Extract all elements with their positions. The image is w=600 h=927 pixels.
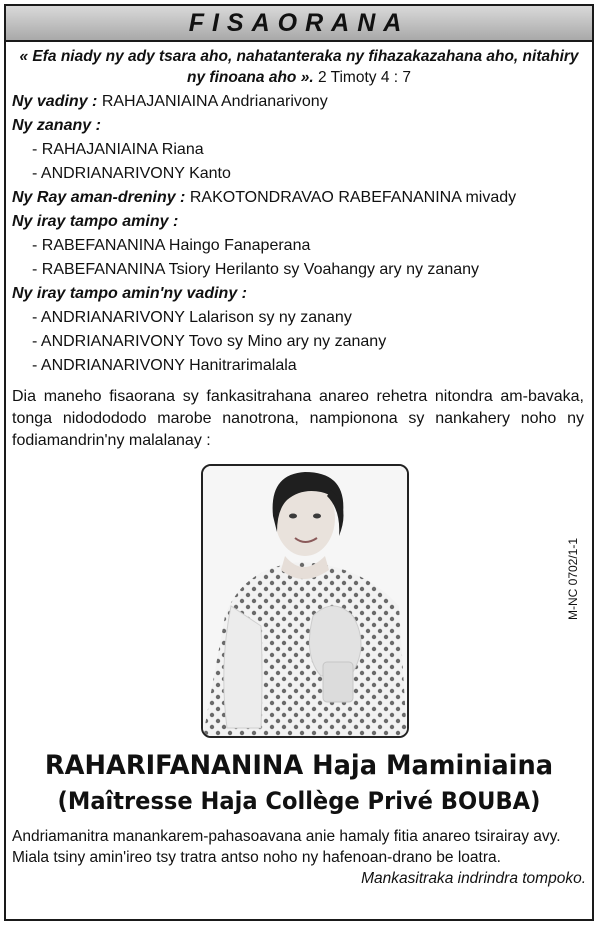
list-item: - ANDRIANARIVONY Tovo sy Mino ary ny zanany xyxy=(32,333,387,350)
closing-thanks: Mankasitraka indrindra tompoko. xyxy=(361,870,586,887)
spouse-name: RAHAJANIAINA Andrianarivony xyxy=(101,93,328,110)
verse-quote: « Efa niady ny ady tsara aho, nahatanteraka ny fihazakazahana aho, nitahiry ny finoana aho ». xyxy=(19,48,579,86)
notice-title: FISAORANA xyxy=(188,8,410,37)
obituary-notice xyxy=(4,4,594,921)
list-item: - ANDRIANARIVONY Kanto xyxy=(32,165,231,182)
list-item: - RABEFANANINA Haingo Fanaperana xyxy=(32,237,311,254)
siblings-label: Ny iray tampo aminy : xyxy=(12,213,179,230)
list-item: - ANDRIANARIVONY Lalarison sy ny zanany xyxy=(32,309,352,326)
spouse-label: Ny vadiny : xyxy=(12,93,98,110)
bible-verse xyxy=(14,46,584,88)
children-label: Ny zanany : xyxy=(12,117,101,134)
deceased-name: RAHARIFANANINA Haja Maminiaina xyxy=(44,750,554,781)
verse-reference: 2 Timoty 4 : 7 xyxy=(317,69,411,86)
closing-line-2: Miala tsiny amin'ireo tsy tratra antso noho ny hafenoan-drano be loatra. xyxy=(12,849,501,866)
parents-name: RAKOTONDRAVAO RABEFANANINA mivady xyxy=(189,189,517,206)
header-banner xyxy=(6,6,592,42)
reference-code: M-NC 0702/1-1 xyxy=(566,537,580,621)
portrait-photo-icon xyxy=(203,466,407,736)
portrait-photo xyxy=(201,464,409,738)
closing-text xyxy=(12,826,586,868)
parents-line xyxy=(12,186,592,210)
siblings-label-line xyxy=(12,210,592,234)
list-item: - RAHAJANIAINA Riana xyxy=(32,141,204,158)
spouse-siblings-label-line xyxy=(12,282,592,306)
parents-label: Ny Ray aman-dreniny : xyxy=(12,189,186,206)
spouse-siblings-label: Ny iray tampo amin'ny vadiny : xyxy=(12,285,247,302)
children-label-line xyxy=(12,114,592,138)
thanks-message: Dia maneho fisaorana sy fankasitrahana anareo rehetra nitondra am-bavaka, tonga nidodododo marobe nanotrona, nampionona sy nankahery noho ny fodiamandrin'ny malalanay : xyxy=(12,388,584,449)
deceased-title: (Maîtresse Haja Collège Privé BOUBA) xyxy=(57,787,541,815)
photo-area xyxy=(6,464,592,744)
list-item: - RABEFANANINA Tsiory Herilanto sy Voahangy ary ny zanany xyxy=(32,261,480,278)
spouse-line xyxy=(12,90,592,114)
closing-line-1: Andriamanitra manankarem-pahasoavana anie hamaly fitia anareo tsirairay avy. xyxy=(12,828,561,845)
list-item: - ANDRIANARIVONY Hanitrarimalala xyxy=(32,357,297,374)
